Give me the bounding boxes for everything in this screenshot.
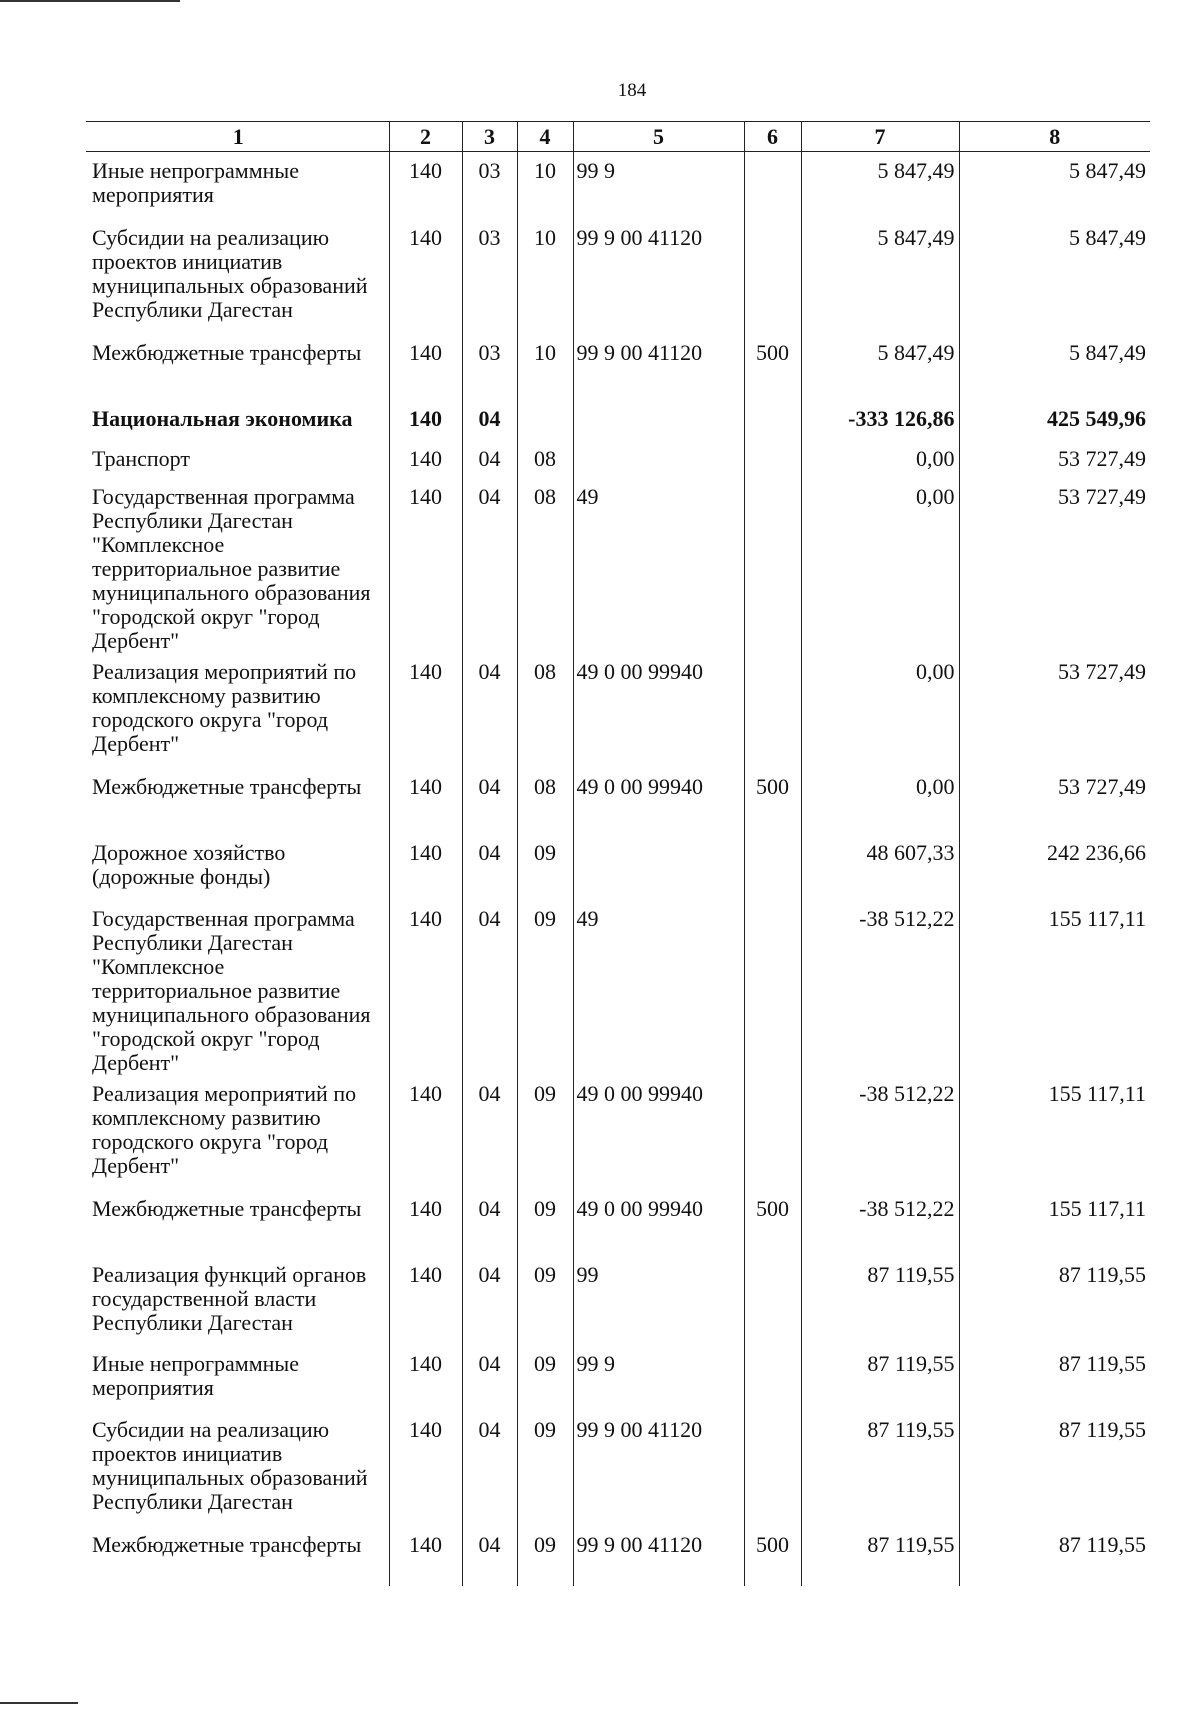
col3-value: 03: [462, 219, 517, 334]
amount-col8: 242 236,66: [959, 834, 1150, 900]
item-name: Реализация функций органов государственной власти Республики Дагестан: [92, 1261, 367, 1335]
item-name: Иные непрограммные мероприятия: [92, 158, 299, 207]
col4-value: 09: [517, 1411, 573, 1526]
col2-value: 140: [389, 334, 462, 400]
expense-type: 500: [744, 768, 801, 834]
col4-value: 08: [517, 478, 573, 653]
table-body: [86, 152, 1150, 1586]
target-code: 99 9 00 41120: [573, 334, 744, 400]
amount-col8: 5 847,49: [959, 334, 1150, 400]
col4-value: 09: [517, 1345, 573, 1411]
item-name: Иные непрограммные мероприятия: [92, 1350, 299, 1400]
amount-col8: 425 549,96: [959, 400, 1150, 440]
expense-type: [744, 834, 801, 900]
column-header-5: 5: [573, 122, 744, 152]
column-header-6: 6: [744, 122, 801, 152]
table-row: [86, 1075, 1150, 1190]
amount-col7: 0,00: [801, 768, 959, 834]
expense-type: [744, 400, 801, 440]
col4-value: 09: [517, 1190, 573, 1256]
target-code: 49 0 00 99940: [573, 1075, 744, 1190]
col4-value: 08: [517, 653, 573, 768]
table-row: [86, 1190, 1150, 1256]
target-code: 49 0 00 99940: [573, 653, 744, 768]
col4-value: 09: [517, 1256, 573, 1345]
col3-value: 03: [462, 334, 517, 400]
col4-value: [517, 400, 573, 440]
item-name: Субсидии на реализацию проектов инициатив муниципальных образований Республики Дагестан: [92, 224, 368, 322]
column-header-1: 1: [86, 122, 389, 152]
table-row: [86, 152, 1150, 219]
target-code: 99 9 00 41120: [573, 219, 744, 334]
item-name: Субсидии на реализацию проектов инициатив муниципальных образований Республики Дагестан: [92, 1416, 368, 1514]
amount-col8: 53 727,49: [959, 653, 1150, 768]
item-name: Дорожное хозяйство (дорожные фонды): [92, 839, 286, 889]
target-code: [573, 834, 744, 900]
amount-col7: 87 119,55: [801, 1411, 959, 1526]
table-row: [86, 1411, 1150, 1526]
col2-value: 140: [389, 152, 462, 219]
page-number: 184: [617, 80, 647, 101]
target-code: 99 9 00 41120: [573, 1526, 744, 1586]
col4-value: 10: [517, 334, 573, 400]
expense-type: [744, 152, 801, 219]
target-code: 49: [573, 900, 744, 1075]
col3-value: 04: [462, 1526, 517, 1586]
table-row: [86, 219, 1150, 334]
col4-value: 09: [517, 900, 573, 1075]
scan-edge-mark-top: [0, 0, 180, 2]
col3-value: 04: [462, 834, 517, 900]
amount-col8: 87 119,55: [959, 1411, 1150, 1526]
table-row: [86, 900, 1150, 1075]
col4-value: 09: [517, 1075, 573, 1190]
col4-value: 09: [517, 1526, 573, 1586]
col2-value: 140: [389, 653, 462, 768]
expense-type: [744, 1345, 801, 1411]
target-code: [573, 440, 744, 478]
amount-col7: 48 607,33: [801, 834, 959, 900]
table-row: [86, 653, 1150, 768]
item-name: Реализация мероприятий по комплексному развитию городского округа "город Дербент": [92, 658, 357, 756]
expense-type: 500: [744, 1526, 801, 1586]
table-row: [86, 768, 1150, 834]
expense-type: [744, 1256, 801, 1345]
col3-value: 04: [462, 1190, 517, 1256]
col4-value: 10: [517, 152, 573, 219]
item-name: Государственная программа Республики Дагестан "Комплексное территориальное развитие муниципального образования "городской округ "город Дербент": [92, 483, 371, 653]
column-header-3: 3: [462, 122, 517, 152]
amount-col7: 87 119,55: [801, 1345, 959, 1411]
col3-value: 04: [462, 653, 517, 768]
col2-value: 140: [389, 478, 462, 653]
col2-value: 140: [389, 1411, 462, 1526]
col3-value: 04: [462, 1075, 517, 1190]
col3-value: 04: [462, 440, 517, 478]
col2-value: 140: [389, 400, 462, 440]
column-header-4: 4: [517, 122, 573, 152]
col3-value: 04: [462, 1256, 517, 1345]
amount-col7: -38 512,22: [801, 1075, 959, 1190]
item-name: Реализация мероприятий по комплексному развитию городского округа "город Дербент": [92, 1080, 357, 1178]
target-code: [573, 400, 744, 440]
column-header-2: 2: [389, 122, 462, 152]
target-code: 99 9: [573, 1345, 744, 1411]
amount-col8: 87 119,55: [959, 1345, 1150, 1411]
target-code: 49 0 00 99940: [573, 768, 744, 834]
col3-value: 03: [462, 152, 517, 219]
table-row: [86, 1256, 1150, 1345]
expense-type: [744, 653, 801, 768]
item-name: Межбюджетные трансферты: [92, 773, 362, 799]
table-row: [86, 1526, 1150, 1586]
col2-value: 140: [389, 1526, 462, 1586]
table-row: [86, 400, 1150, 440]
amount-col7: 5 847,49: [801, 219, 959, 334]
col2-value: 140: [389, 1190, 462, 1256]
expense-type: [744, 219, 801, 334]
target-code: 99 9: [573, 152, 744, 219]
scan-edge-mark-bottom: [0, 1702, 78, 1704]
col3-value: 04: [462, 768, 517, 834]
item-name: Государственная программа Республики Дагестан "Комплексное территориальное развитие муниципального образования "городской округ "город Дербент": [92, 905, 371, 1075]
expense-type: [744, 478, 801, 653]
item-name: Межбюджетные трансферты: [92, 1195, 362, 1221]
expense-type: 500: [744, 1190, 801, 1256]
col2-value: 140: [389, 1256, 462, 1345]
table-row: [86, 478, 1150, 653]
expense-type: [744, 440, 801, 478]
col4-value: 10: [517, 219, 573, 334]
col3-value: 04: [462, 1345, 517, 1411]
col3-value: 04: [462, 400, 517, 440]
col3-value: 04: [462, 478, 517, 653]
amount-col8: 87 119,55: [959, 1526, 1150, 1586]
amount-col7: -38 512,22: [801, 1190, 959, 1256]
col3-value: 04: [462, 900, 517, 1075]
amount-col8: 155 117,11: [959, 1075, 1150, 1190]
amount-col7: 5 847,49: [801, 152, 959, 219]
expense-type: 500: [744, 334, 801, 400]
table-row: [86, 1345, 1150, 1411]
col2-value: 140: [389, 1075, 462, 1190]
amount-col7: 87 119,55: [801, 1256, 959, 1345]
item-name: Межбюджетные трансферты: [92, 339, 362, 365]
col2-value: 140: [389, 440, 462, 478]
target-code: 99: [573, 1256, 744, 1345]
col4-value: 09: [517, 834, 573, 900]
item-name: Межбюджетные трансферты: [92, 1531, 362, 1557]
expense-type: [744, 1075, 801, 1190]
amount-col7: 87 119,55: [801, 1526, 959, 1586]
amount-col7: 5 847,49: [801, 334, 959, 400]
amount-col8: 5 847,49: [959, 219, 1150, 334]
amount-col8: 155 117,11: [959, 900, 1150, 1075]
amount-col8: 5 847,49: [959, 152, 1150, 219]
amount-col7: -38 512,22: [801, 900, 959, 1075]
amount-col7: 0,00: [801, 440, 959, 478]
target-code: 99 9 00 41120: [573, 1411, 744, 1526]
table-row: [86, 440, 1150, 478]
budget-table: [86, 121, 1150, 1586]
expense-type: [744, 1411, 801, 1526]
amount-col8: 53 727,49: [959, 440, 1150, 478]
amount-col8: 155 117,11: [959, 1190, 1150, 1256]
amount-col8: 53 727,49: [959, 768, 1150, 834]
col2-value: 140: [389, 900, 462, 1075]
amount-col7: 0,00: [801, 653, 959, 768]
amount-col8: 53 727,49: [959, 478, 1150, 653]
col2-value: 140: [389, 1345, 462, 1411]
col2-value: 140: [389, 834, 462, 900]
target-code: 49: [573, 478, 744, 653]
item-name: Транспорт: [92, 445, 191, 471]
amount-col8: 87 119,55: [959, 1256, 1150, 1345]
amount-col7: 0,00: [801, 478, 959, 653]
col2-value: 140: [389, 219, 462, 334]
table-row: [86, 334, 1150, 400]
col4-value: 08: [517, 440, 573, 478]
column-header-8: 8: [959, 122, 1150, 152]
col3-value: 04: [462, 1411, 517, 1526]
amount-col7: -333 126,86: [801, 400, 959, 440]
item-name: Национальная экономика: [92, 405, 353, 431]
table-header-row: [86, 122, 1150, 152]
column-header-7: 7: [801, 122, 959, 152]
target-code: 49 0 00 99940: [573, 1190, 744, 1256]
col2-value: 140: [389, 768, 462, 834]
col4-value: 08: [517, 768, 573, 834]
table-row: [86, 834, 1150, 900]
expense-type: [744, 900, 801, 1075]
